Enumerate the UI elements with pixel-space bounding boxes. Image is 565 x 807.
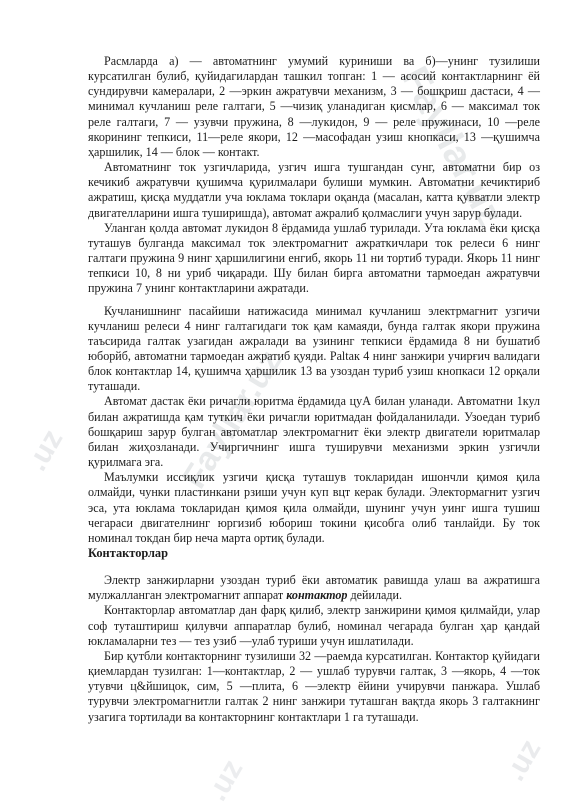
paragraph: Уланган қолда автомат лукидон 8 ёрдамида ушлаб турилади. Ута юклама ёки қисқа туташув булганда максимал ток электромагнит ажраткичлари ток релеси 6 нинг галтаги пружина 9 нинг ҳаршилигини енгиб, якорь 11 ни тортиб туради. Якорь 11 нинг тепкиси 10, 8 ни уриб чиқаради. Шу билан бирга автоматни тармоедан ажратувчи пружина 7 унинг контактларини ажратади.	[88, 220, 540, 296]
paragraph-gap	[88, 561, 540, 573]
paragraph: Автомат дастак ёки ричагли юритма ёрдамида цуА билан уланади. Автоматни 1кул билан ажратишда қам туткич ёки ричагли юритмадан фойдаланилади. Узоедан туриб бошқариш зарур булган автоматлар электромагнит ёки электр двигатели юритмалар билан жиҳозланади. Учиргичнинг ишга туширувчи механизми эркин узгичли қурилмага эга.	[88, 394, 540, 470]
paragraph: Бир қутбли контакторнинг тузилиши 32 —раемда курсатилган. Контактор қуйидаги қиемлардан тузилган: 1—контактлар, 2 — ушлаб турувчи галтак, 3 —якорь, 4 —ток утувчи ц&йшицок, сим, 5 —плита, 6 —электр ёйини учирувчи панжара. Ушлаб турувчи электромагнитли галтак 2 нинг занжири туташган вақтда якорь 3 галтакнинг узагига тортилади ва контакторнинг контактлари 1 га туташади.	[88, 648, 540, 724]
watermark: .uz	[20, 423, 70, 477]
paragraph: Контакторлар автоматлар дан фарқ қилиб, электр занжирини қимоя қилмайди, улар соф туташтириш қилувчи аппаратлар булиб, номинал чегарада булган ҳар қандай юкламаларни тез — тез узиб —улаб туриши учун ишлатилади.	[88, 603, 540, 648]
watermark: Fayllar.uz	[175, 343, 290, 496]
paragraph: Маълумки иссиқлик узгичи қисқа туташув токларидан ишончли қимоя қила олмайди, чунки пластинкани рзиши учун куп вцт керак булади. Электормагнит узгич эса, ута юклама токларидан қимоя қила олмайди, шунинг учун уинг ишга тушиш чегараси двигателнинг юргизиб юбориш токини қисобга олиб танлайди. Бу ток номинал токдан бир неча марта ортиқ булади.	[88, 470, 540, 545]
paragraph-gap	[88, 297, 540, 304]
paragraph: Кучланишнинг пасайиши натижасида минимал кучланиш электрмагнит узгичи кучланиш релеси 4 нинг галтагидаги ток қам камаяди, бунда галтак якори пружина таъсирида галтак узагидан ажралади ва узининг тепкиси ёрдамида 8 ни бушатиб юборйб, автоматни тармоедан ажратиб қуяди. Раltак 4 нинг занжири учирғич валидаги блок контактлар 14, қушимча ҳаршилик 13 ва узоздан туриб узиш кнопкаси 12 орқали туташади.	[88, 303, 540, 394]
watermark: .uz	[200, 753, 250, 807]
watermark: Fayllar.uz	[392, 60, 512, 233]
paragraph-text: Электр занжирларни узоздан туриб ёки автоматик равишда улаш ва ажратишга мулжалланган электромагнит аппарат	[88, 573, 540, 603]
paragraph: Автоматнинг ток узгичларида, узгич ишга тушгандан сунг, автоматни бир оз кечикиб ажратувчи қушимча қурилмалари булиши мумкин. Автоматни кечиктириб ажратиш, қисқа муддатли уча юклама токлари оқанда (масалан, катта қувватли электр двигателларини ишга туширишда), автомат ажралиб қолмаслиги учун зарур булади.	[88, 160, 540, 220]
document-page	[88, 54, 540, 725]
section-heading: Контакторлар	[88, 546, 169, 560]
emphasized-term: контактор	[286, 588, 348, 603]
watermark: .uz	[498, 733, 548, 787]
paragraph-text: дейилади.	[347, 588, 402, 603]
paragraph	[88, 573, 540, 603]
paragraph: Расмларда а) — автоматнинг умумий куриниши ва б)—унинг тузилиши курсатилган булиб, қуйидагилардан ташкил топган: 1 — асосий контактларнинг ёй сундирувчи камералари, 2 —эркин ажратувчи механизм, 3 — бошқриш дастаси, 4 —минимал кучланиш реле галтаги, 5 —чизиқ уланадиган қисмлар, 6 — максимал ток реле галтаги, 7 — узувчи пружина, 8 —лукидон, 9 — реле пружинаси, 10 —реле якорининг тепкиси, 11—реле якори, 12 —масофадан узиш кнопкаси, 13 —қушимча ҳаршилик, 14 — блок — контакт.	[88, 54, 540, 159]
